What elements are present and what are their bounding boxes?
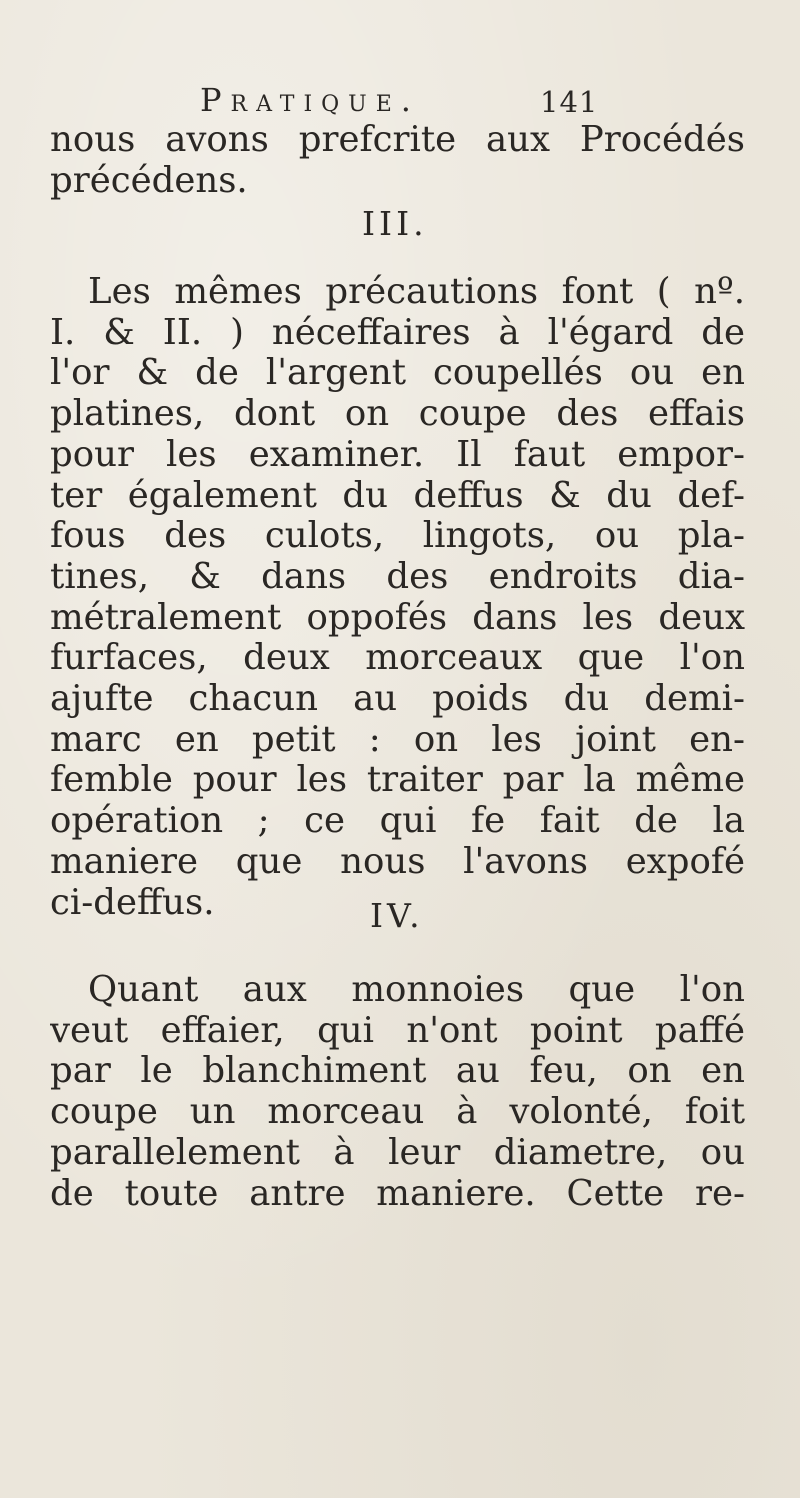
text-line: parallelement à leur diametre, ou	[50, 1132, 745, 1173]
text-line: de toute antre maniere. Cette re-	[50, 1173, 745, 1214]
text-line: I. & II. ) néceffaires à l'égard de	[50, 312, 745, 353]
text-line: nous avons prefcrite aux Procédés	[50, 120, 745, 160]
text-line: précédens.	[50, 160, 248, 201]
text-line: femble pour les traiter par la même	[50, 760, 745, 801]
text-line: Les mêmes précautions font ( nº.	[88, 272, 745, 312]
text-line: ter également du deffus & du def-	[50, 475, 745, 516]
text-line: maniere que nous l'avons expofé	[50, 841, 745, 882]
text-line: coupe un morceau à volonté, foit	[50, 1092, 745, 1133]
section-iv-paragraph	[50, 970, 745, 1214]
continued-paragraph	[50, 120, 745, 201]
text-line: veut effaier, qui n'ont point paffé	[50, 1010, 745, 1051]
section-iii-paragraph	[50, 272, 745, 923]
text-line: par le blanchiment au feu, on en	[50, 1051, 745, 1092]
text-line: pour les examiner. Il faut empor-	[50, 434, 745, 475]
text-line: furfaces, deux morceaux que l'on	[50, 638, 745, 679]
text-line: Quant aux monnoies que l'on	[88, 970, 745, 1010]
text-line: ajufte chacun au poids du demi-	[50, 679, 745, 720]
text-line: marc en petit : on les joint en-	[50, 719, 745, 760]
section-number-iv: IV.	[370, 896, 424, 935]
text-line: fous des culots, lingots, ou pla-	[50, 516, 745, 557]
text-line: ci-deffus.	[50, 882, 215, 923]
text-line: l'or & de l'argent coupellés ou en	[50, 353, 745, 394]
text-line: métralement oppofés dans les deux	[50, 597, 745, 638]
running-head: Pratique.	[200, 81, 420, 119]
text-line: opération ; ce qui fe fait de la	[50, 801, 745, 842]
section-number-iii: III.	[362, 204, 428, 243]
page-number: 141	[540, 85, 599, 119]
text-line: tines, & dans des endroits dia-	[50, 556, 745, 597]
text-line: platines, dont on coupe des effais	[50, 394, 745, 435]
